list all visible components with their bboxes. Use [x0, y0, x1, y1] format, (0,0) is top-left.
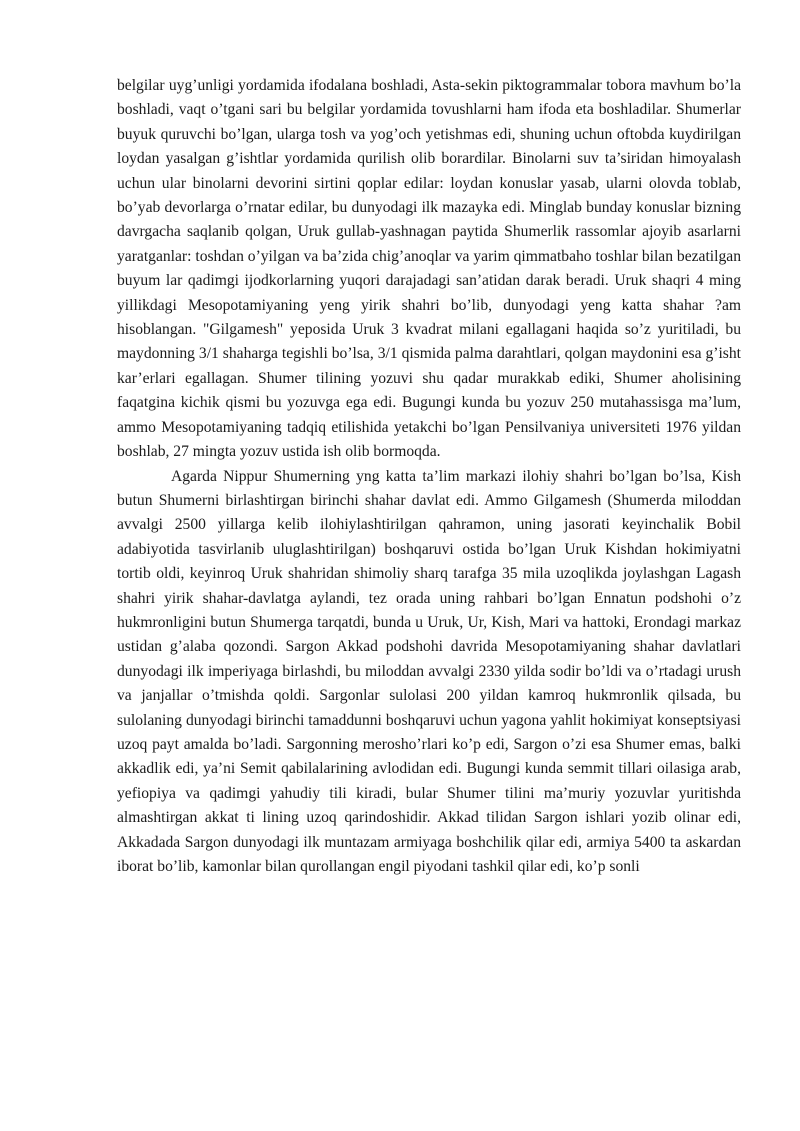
document-page	[117, 74, 741, 879]
paragraph: belgilar uyg’unligi yordamida ifodalana boshladi, Asta-sekin piktogrammalar tobora mavhum bo’la boshladi, vaqt o’tgani sari bu belgilar yordamida tovushlarni ham ifoda eta boshladilar. Shumerlar buyuk quruvchi bo’lgan, ularga tosh va yog’och yetishmas edi, shuning uchun oftobda kuydirilgan loydan yasalgan g’ishtlar yordamida qurilish olib borardilar. Binolarni suv ta’siridan himoyalash uchun ular binolarni devorini sirtini qoplar edilar: loydan konuslar yasab, ularni olovda toblab, bo’yab devorlarga o’rnatar edilar, bu dunyodagi ilk mazayka edi. Minglab bunday konuslar bizning davrgacha saqlanib qolgan, Uruk gullab-yashnagan paytida Shumerlik rassomlar ajoyib asarlarni yaratganlar: toshdan o’yilgan va ba’zida chig’anoqlar va yarim qimmatbaho toshlar bilan bezatilgan buyum lar qadimgi ijodkorlarning yuqori darajadagi san’atidan darak beradi. Uruk shaqri 4 ming yillikdagi Mesopotamiyaning yeng yirik shahri bo’lib, dunyodagi yeng katta shahar ?am hisoblangan. "Gilgamesh" yeposida Uruk 3 kvadrat milani egallagani haqida so’z yuritiladi, bu maydonning 3/1 shaharga tegishli bo’lsa, 3/1 qismida palma darahtlari, qolgan maydonini esa g’isht kar’erlari egallagan. Shumer tilining yozuvi shu qadar murakkab ediki, Shumer aholisining faqatgina kichik qismi bu yozuvga ega edi. Bugungi kunda bu yozuv 250 mutahassisga ma’lum, ammo Mesopotamiyaning tadqiq etilishida yetakchi bo’lgan Pensilvaniya universiteti 1976 yildan boshlab, 27 mingta yozuv ustida ish olib bormoqda.	[117, 77, 741, 461]
paragraph: Agarda Nippur Shumerning yng katta ta’lim markazi ilohiy shahri bo’lgan bo’lsa, Kish butun Shumerni birlashtirgan birinchi shahar davlat edi. Ammo Gilgamesh (Shumerda miloddan avvalgi 2500 yillarga kelib ilohiylashtirilgan qahramon, uning jasorati keyinchalik Bobil adabiyotida tasvirlanib uluglashtirilgan) boshqaruvi ostida bo’lgan Uruk Kishdan hokimiyatni tortib oldi, keyinroq Uruk shahridan shimoliy sharq tarafga 35 mila uzoqlikda joylashgan Lagash shahri yirik shahar-davlatga aylandi, tez orada uning rahbari bo’lgan Ennatun podshohi o’z hukmronligini butun Shumerga tarqatdi, bunda u Uruk, Ur, Kish, Mari va hattoki, Erondagi markaz ustidan g’alaba qozondi. Sargon Akkad podshohi davrida Mesopotamiyaning shahar davlatlari dunyodagi ilk imperiyaga birlashdi, bu miloddan avvalgi 2330 yilda sodir bo’ldi va o’rtadagi urush va janjallar o’tmishda qoldi. Sargonlar sulolasi 200 yildan kamroq hukmronlik qilsada, bu sulolaning dunyodagi birinchi tamaddunni boshqaruvi uchun yagona yahlit hokimiyat konseptsiyasi uzoq payt amalda bo’ladi. Sargonning merosho’rlari ko’p edi, Sargon o’zi esa Shumer emas, balki akkadlik edi, ya’ni Semit qabilalarining avlodidan edi. Bugungi kunda semmit tillari oilasiga arab, yefiopiya va qadimgi yahudiy tili kiradi, bular Shumer tilini ma’muriy yozuvlar yuritishda almashtirgan akkat ti lining uzoq qarindoshidir. Akkad tilidan Sargon ishlari yozib olinar edi, Akkadada Sargon dunyodagi ilk muntazam armiyaga boshchilik qilar edi, armiya 5400 ta askardan iborat bo’lib, kamonlar bilan qurollangan engil piyodani tashkil qilar edi, ko’p sonli	[117, 467, 741, 875]
